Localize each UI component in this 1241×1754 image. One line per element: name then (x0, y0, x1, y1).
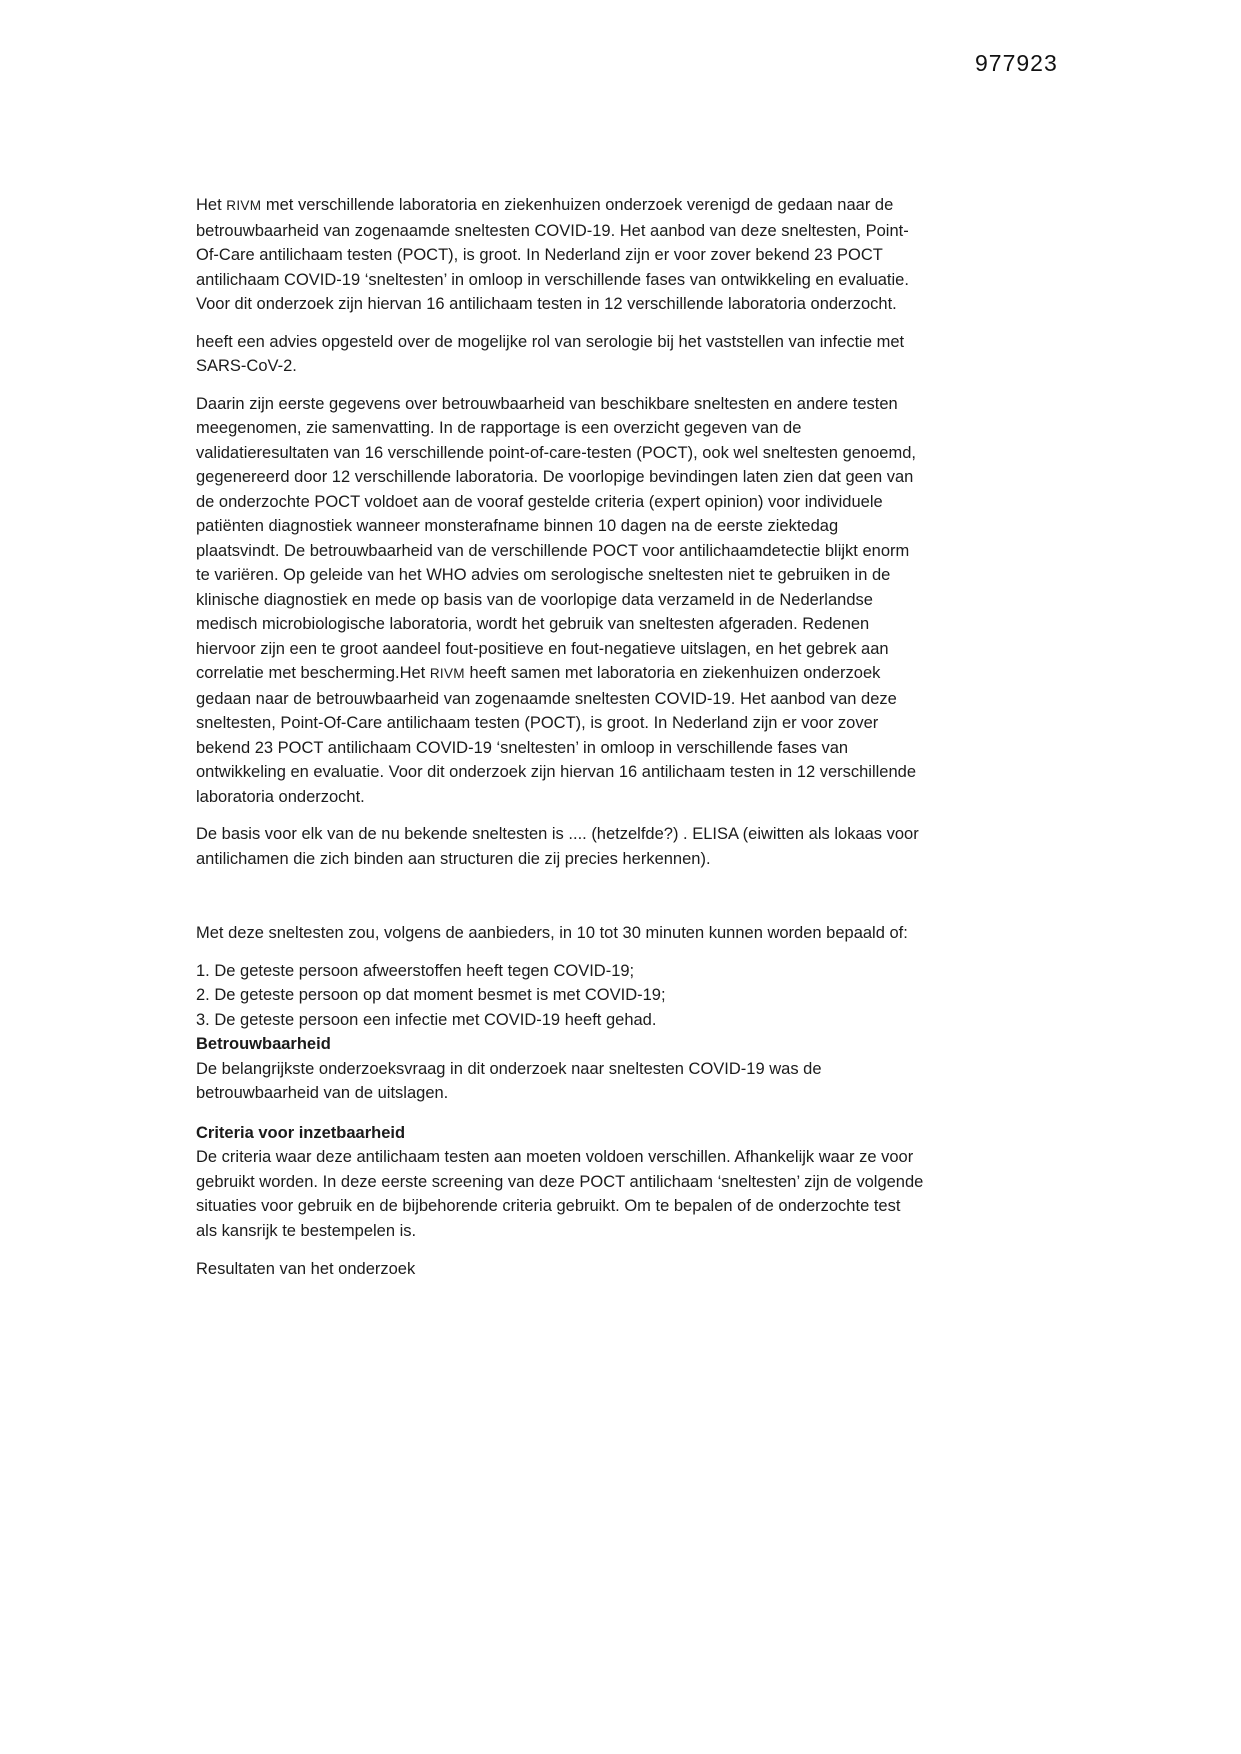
rivm-smallcaps: RIVM (226, 198, 262, 213)
paragraph-list-intro: Met deze sneltesten zou, volgens de aanbieders, in 10 tot 30 minuten kunnen worden bepaald of: (196, 924, 908, 942)
list-item-2: 2. De geteste persoon op dat moment besmet is met COVID-19; (196, 986, 666, 1004)
paragraph-rivm-intro (196, 193, 924, 317)
page-number: 977923 (975, 50, 1058, 76)
paragraph-text: Daarin zijn eerste gegevens over betrouwbaarheid van beschikbare sneltesten en andere testen meegenomen, zie samenvatting. In de rapportage is een overzicht gegeven van de validatieresultaten van 16 verschillende point-of-care-testen (POCT), ook wel sneltesten genoemd, gegenereerd door 12 verschillende laboratoria. De voorlopige bevindingen laten zien dat geen van de onderzochte POCT voldoet aan de vooraf gestelde criteria (expert opinion) voor individuele patiënten diagnostiek wanneer monsterafname binnen 10 dagen na de eerste ziektedag plaatsvindt. De betrouwbaarheid van de verschillende POCT voor antilichaamdetectie blijkt enorm te variëren. Op geleide van het WHO advies om serologische sneltesten niet te gebruiken in de klinische diagnostiek en mede op basis van de voorlopige data verzameld in de Nederlandse medisch microbiologische laboratoria, wordt het gebruik van sneltesten afgeraden. Redenen hiervoor zijn een te groot aandeel fout-positieve en fout-negatieve uitslagen, en het gebrek aan correlatie met bescherming.Het (196, 394, 916, 682)
paragraph-criteria: De criteria waar deze antilichaam testen aan moeten voldoen verschillen. Afhankelijk waar ze voor gebruikt worden. In deze eerste screening van deze POCT antilichaam ‘sneltesten’ zijn de volgende situaties voor gebruik en de bijbehorende criteria gebruikt. Om te bepalen of de onderzochte test als kansrijk te bestempelen is. (196, 1148, 924, 1240)
paragraph-text: heeft samen met laboratoria en ziekenhuizen onderzoek gedaan naar de betrouwbaarheid van zogenaamde sneltesten COVID-19. Het aanbod van deze sneltesten, Point-Of-Care antilichaam testen (POCT), is groot. In Nederland zijn er voor zover bekend 23 POCT antilichaam COVID-19 ‘sneltesten’ in omloop in verschillende fases van ontwikkeling en evaluatie. Voor dit onderzoek zijn hiervan 16 antilichaam testen in 12 verschillende laboratoria onderzocht. (196, 664, 917, 806)
paragraph-resultaten: Resultaten van het onderzoek (196, 1260, 416, 1278)
paragraph-elisa: De basis voor elk van de nu bekende sneltesten is .... (hetzelfde?) . ELISA (eiwitten als lokaas voor antilichamen die zich binden aan structuren die zij precies herkennen). (196, 825, 919, 868)
paragraph-text: Het (196, 196, 227, 214)
paragraph-rapportage (196, 392, 924, 810)
list-item-3: 3. De geteste persoon een infectie met COVID-19 heeft gehad. (196, 1010, 657, 1029)
document-body (196, 193, 924, 1295)
heading-criteria: Criteria voor inzetbaarheid (196, 1123, 406, 1142)
heading-betrouwbaarheid: Betrouwbaarheid (196, 1035, 331, 1053)
list-item-1: 1. De geteste persoon afweerstoffen heeft tegen COVID-19; (196, 961, 635, 980)
paragraph-text: met verschillende laboratoria en ziekenhuizen onderzoek verenigd de gedaan naar de betrouwbaarheid van zogenaamde sneltesten COVID-19. Het aanbod van deze sneltesten, Point-Of-Care antilichaam testen (POCT), is groot. In Nederland zijn er voor zover bekend 23 POCT antilichaam COVID-19 ‘sneltesten’ in omloop in verschillende fases van ontwikkeling en evaluatie. Voor dit onderzoek zijn hiervan 16 antilichaam testen in 12 verschillende laboratoria onderzocht. (196, 196, 909, 313)
paragraph-advies: heeft een advies opgesteld over de mogelijke rol van serologie bij het vaststellen van infectie met SARS-CoV-2. (196, 332, 905, 375)
paragraph-betrouwbaarheid: De belangrijkste onderzoeksvraag in dit onderzoek naar sneltesten COVID-19 was de betrouwbaarheid van de uitslagen. (196, 1059, 822, 1102)
rivm-smallcaps: RIVM (429, 666, 465, 681)
